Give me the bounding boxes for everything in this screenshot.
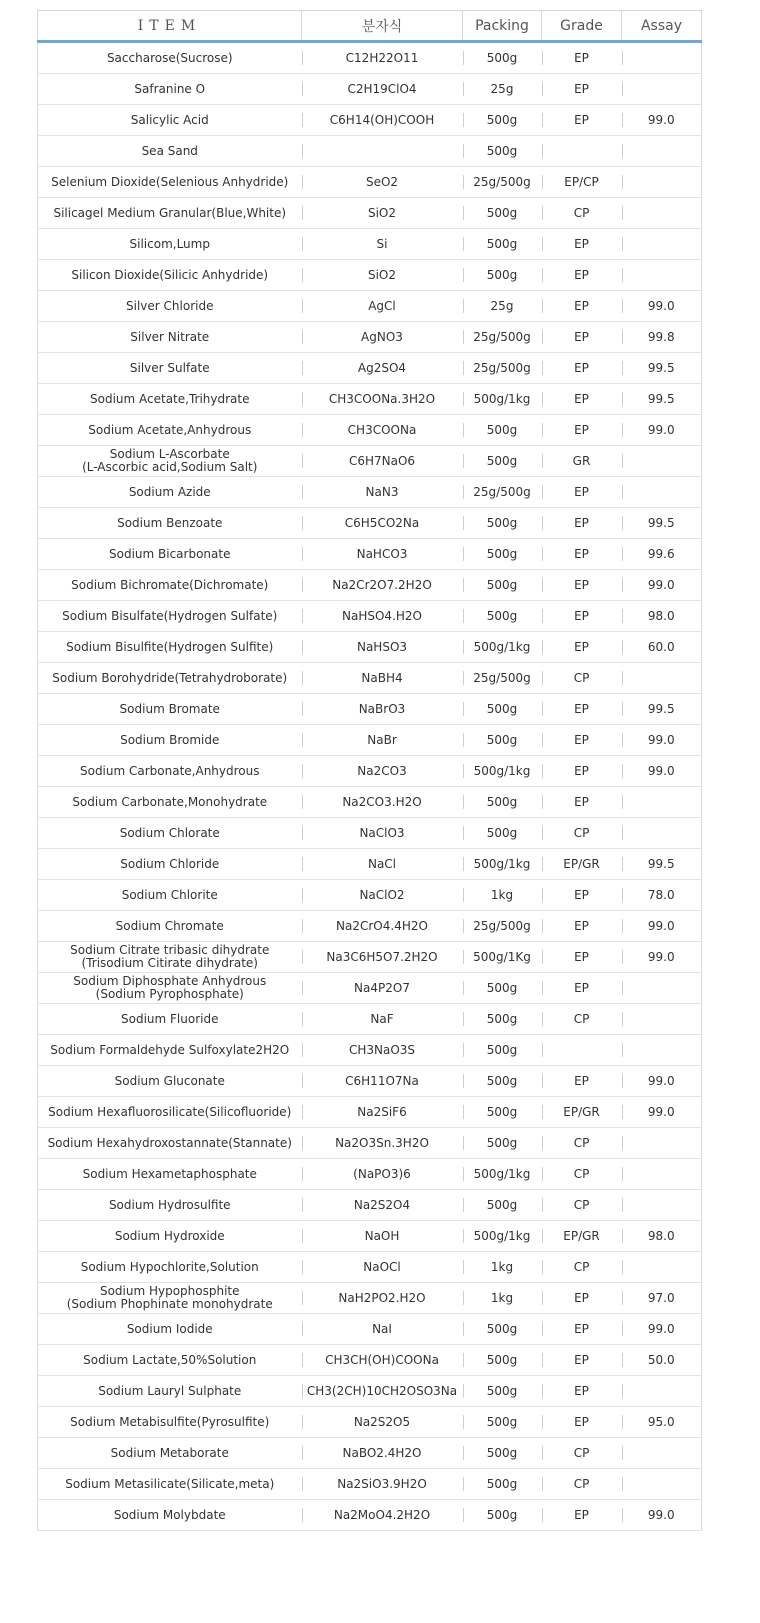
cell-packing: 500g	[463, 1438, 542, 1469]
table-row	[38, 1469, 702, 1500]
cell-grade: EP	[542, 322, 622, 353]
header-assay: Assay	[622, 11, 702, 42]
table-row	[38, 725, 702, 756]
cell-grade	[542, 136, 622, 167]
cell-packing: 25g/500g	[463, 477, 542, 508]
cell-item: Saccharose(Sucrose)	[38, 42, 302, 74]
cell-formula: Na2Cr2O7.2H2O	[302, 570, 463, 601]
cell-item: Sodium Hydrosulfite	[38, 1190, 302, 1221]
cell-formula: AgNO3	[302, 322, 463, 353]
table-row	[38, 198, 702, 229]
table-row	[38, 632, 702, 663]
cell-assay	[622, 136, 702, 167]
table-row	[38, 74, 702, 105]
header-formula: 분자식	[302, 11, 463, 42]
cell-formula: (NaPO3)6	[302, 1159, 463, 1190]
cell-assay	[622, 1004, 702, 1035]
cell-assay: 99.0	[622, 570, 702, 601]
cell-packing: 500g	[463, 260, 542, 291]
cell-formula: Na2CO3	[302, 756, 463, 787]
cell-grade: EP	[542, 632, 622, 663]
cell-formula: C6H7NaO6	[302, 446, 463, 477]
cell-formula	[302, 136, 463, 167]
cell-formula: Na2SiF6	[302, 1097, 463, 1128]
table-row	[38, 1097, 702, 1128]
cell-formula: Na3C6H5O7.2H2O	[302, 942, 463, 973]
cell-grade: EP	[542, 756, 622, 787]
cell-grade: EP	[542, 1500, 622, 1531]
cell-item: Silicagel Medium Granular(Blue,White)	[38, 198, 302, 229]
cell-grade: EP	[542, 725, 622, 756]
table-row	[38, 105, 702, 136]
table-row	[38, 880, 702, 911]
cell-packing: 500g	[463, 229, 542, 260]
cell-packing: 25g/500g	[463, 663, 542, 694]
cell-packing: 500g	[463, 1066, 542, 1097]
cell-assay	[622, 1035, 702, 1066]
cell-packing: 500g/1kg	[463, 1159, 542, 1190]
cell-packing: 500g	[463, 1097, 542, 1128]
cell-packing: 500g	[463, 105, 542, 136]
cell-formula: NaHSO4.H2O	[302, 601, 463, 632]
cell-grade: EP	[542, 1407, 622, 1438]
cell-item: Selenium Dioxide(Selenious Anhydride)	[38, 167, 302, 198]
cell-assay: 99.0	[622, 725, 702, 756]
cell-item: Silver Sulfate	[38, 353, 302, 384]
cell-item: Sodium Hexametaphosphate	[38, 1159, 302, 1190]
table-row	[38, 601, 702, 632]
cell-packing: 500g	[463, 601, 542, 632]
cell-item: Sodium Acetate,Anhydrous	[38, 415, 302, 446]
cell-packing: 500g	[463, 818, 542, 849]
cell-packing: 500g	[463, 136, 542, 167]
cell-item: Silicon Dioxide(Silicic Anhydride)	[38, 260, 302, 291]
cell-grade: EP	[542, 539, 622, 570]
cell-grade: EP	[542, 353, 622, 384]
cell-grade: CP	[542, 1159, 622, 1190]
cell-assay: 78.0	[622, 880, 702, 911]
cell-assay: 99.0	[622, 1097, 702, 1128]
cell-formula: CH3CH(OH)COONa	[302, 1345, 463, 1376]
cell-assay: 99.5	[622, 384, 702, 415]
table-row	[38, 1314, 702, 1345]
table-row	[38, 1345, 702, 1376]
cell-assay: 99.6	[622, 539, 702, 570]
cell-formula: NaClO3	[302, 818, 463, 849]
cell-packing: 500g	[463, 539, 542, 570]
cell-assay	[622, 42, 702, 74]
cell-formula: Na2MoO4.2H2O	[302, 1500, 463, 1531]
cell-assay	[622, 1438, 702, 1469]
cell-assay: 98.0	[622, 1221, 702, 1252]
cell-item: Sodium Metabisulfite(Pyrosulfite)	[38, 1407, 302, 1438]
cell-grade: CP	[542, 1004, 622, 1035]
cell-item: Sodium Metasilicate(Silicate,meta)	[38, 1469, 302, 1500]
cell-packing: 25g/500g	[463, 353, 542, 384]
table-row	[38, 1159, 702, 1190]
cell-item: Sodium Chromate	[38, 911, 302, 942]
cell-formula: NaH2PO2.H2O	[302, 1283, 463, 1314]
cell-formula: Na2O3Sn.3H2O	[302, 1128, 463, 1159]
cell-packing: 500g/1kg	[463, 384, 542, 415]
cell-assay	[622, 229, 702, 260]
cell-assay: 99.0	[622, 942, 702, 973]
cell-assay	[622, 1469, 702, 1500]
table-row	[38, 1438, 702, 1469]
cell-grade: EP	[542, 601, 622, 632]
table-row	[38, 1283, 702, 1314]
cell-grade: EP/GR	[542, 1221, 622, 1252]
cell-grade: EP	[542, 787, 622, 818]
cell-assay: 50.0	[622, 1345, 702, 1376]
cell-grade: CP	[542, 663, 622, 694]
cell-grade: EP/GR	[542, 1097, 622, 1128]
header-row	[38, 11, 702, 42]
cell-assay: 99.0	[622, 911, 702, 942]
cell-grade: EP	[542, 1066, 622, 1097]
cell-grade: EP	[542, 911, 622, 942]
cell-assay: 99.8	[622, 322, 702, 353]
table-row	[38, 353, 702, 384]
cell-formula: Na2S2O5	[302, 1407, 463, 1438]
cell-assay: 97.0	[622, 1283, 702, 1314]
cell-item: Sodium Carbonate,Monohydrate	[38, 787, 302, 818]
cell-formula: C6H11O7Na	[302, 1066, 463, 1097]
cell-grade: EP	[542, 1283, 622, 1314]
cell-packing: 500g/1kg	[463, 756, 542, 787]
cell-grade: EP/GR	[542, 849, 622, 880]
cell-item: Sodium Lactate,50%Solution	[38, 1345, 302, 1376]
cell-packing: 500g/1kg	[463, 632, 542, 663]
cell-grade: CP	[542, 1128, 622, 1159]
cell-assay: 60.0	[622, 632, 702, 663]
cell-formula: CH3COONa.3H2O	[302, 384, 463, 415]
table-body	[38, 42, 702, 1531]
cell-packing: 500g	[463, 787, 542, 818]
table-row	[38, 42, 702, 74]
cell-item: Sodium Acetate,Trihydrate	[38, 384, 302, 415]
table-row	[38, 291, 702, 322]
cell-formula: NaOCl	[302, 1252, 463, 1283]
cell-grade: EP	[542, 973, 622, 1004]
table-row	[38, 1252, 702, 1283]
cell-grade: EP	[542, 570, 622, 601]
cell-grade: EP	[542, 880, 622, 911]
cell-grade: EP	[542, 42, 622, 74]
cell-assay: 99.0	[622, 1314, 702, 1345]
cell-formula: CH3NaO3S	[302, 1035, 463, 1066]
cell-assay	[622, 1159, 702, 1190]
cell-formula: NaOH	[302, 1221, 463, 1252]
header-item: ITEM	[38, 11, 302, 42]
table-row	[38, 322, 702, 353]
cell-formula: Na2CO3.H2O	[302, 787, 463, 818]
cell-item: Silver Chloride	[38, 291, 302, 322]
cell-packing: 500g/1Kg	[463, 942, 542, 973]
cell-assay: 99.5	[622, 694, 702, 725]
cell-packing: 1kg	[463, 880, 542, 911]
table-row	[38, 1004, 702, 1035]
header-grade: Grade	[542, 11, 622, 42]
cell-packing: 500g	[463, 446, 542, 477]
cell-assay: 99.0	[622, 1066, 702, 1097]
cell-packing: 500g	[463, 973, 542, 1004]
cell-formula: CH3(2CH)10CH2OSO3Na	[302, 1376, 463, 1407]
cell-item: Sodium Hydroxide	[38, 1221, 302, 1252]
table-row	[38, 477, 702, 508]
cell-grade: CP	[542, 818, 622, 849]
cell-item: Sodium L-Ascorbate (L-Ascorbic acid,Sodium Salt)	[38, 446, 302, 477]
cell-assay	[622, 167, 702, 198]
cell-grade: CP	[542, 198, 622, 229]
cell-grade: EP	[542, 105, 622, 136]
cell-assay	[622, 818, 702, 849]
table-row	[38, 167, 702, 198]
cell-packing: 25g/500g	[463, 322, 542, 353]
table-row	[38, 508, 702, 539]
cell-formula: C2H19ClO4	[302, 74, 463, 105]
cell-assay	[622, 477, 702, 508]
cell-item: Sodium Hexafluorosilicate(Silicofluoride)	[38, 1097, 302, 1128]
cell-packing: 500g	[463, 1345, 542, 1376]
cell-formula: C6H14(OH)COOH	[302, 105, 463, 136]
cell-assay	[622, 663, 702, 694]
table-row	[38, 756, 702, 787]
table-row	[38, 849, 702, 880]
cell-packing: 500g/1kg	[463, 849, 542, 880]
cell-formula: AgCl	[302, 291, 463, 322]
cell-packing: 25g	[463, 74, 542, 105]
cell-grade: CP	[542, 1469, 622, 1500]
cell-item: Sodium Metaborate	[38, 1438, 302, 1469]
cell-packing: 500g	[463, 198, 542, 229]
cell-formula: NaBr	[302, 725, 463, 756]
cell-grade: EP	[542, 1376, 622, 1407]
table-row	[38, 1128, 702, 1159]
cell-item: Sodium Bisulfate(Hydrogen Sulfate)	[38, 601, 302, 632]
cell-grade: CP	[542, 1252, 622, 1283]
table-row	[38, 136, 702, 167]
table-row	[38, 1376, 702, 1407]
cell-formula: NaHCO3	[302, 539, 463, 570]
cell-packing: 500g	[463, 508, 542, 539]
cell-formula: NaF	[302, 1004, 463, 1035]
cell-grade: EP	[542, 291, 622, 322]
cell-assay	[622, 260, 702, 291]
cell-packing: 500g	[463, 1500, 542, 1531]
table-row	[38, 787, 702, 818]
cell-formula: NaI	[302, 1314, 463, 1345]
cell-packing: 25g	[463, 291, 542, 322]
cell-formula: NaBH4	[302, 663, 463, 694]
cell-grade: EP	[542, 942, 622, 973]
cell-assay	[622, 1252, 702, 1283]
cell-item: Sodium Hypophosphite (Sodium Phophinate monohydrate	[38, 1283, 302, 1314]
cell-item: Silicom,Lump	[38, 229, 302, 260]
cell-packing: 500g	[463, 1004, 542, 1035]
cell-assay	[622, 1190, 702, 1221]
cell-assay	[622, 1376, 702, 1407]
cell-packing: 500g	[463, 725, 542, 756]
cell-item: Silver Nitrate	[38, 322, 302, 353]
cell-item: Sodium Hypochlorite,Solution	[38, 1252, 302, 1283]
cell-item: Sodium Azide	[38, 477, 302, 508]
cell-formula: Na2SiO3.9H2O	[302, 1469, 463, 1500]
table-row	[38, 1407, 702, 1438]
cell-assay: 98.0	[622, 601, 702, 632]
cell-packing: 500g/1kg	[463, 1221, 542, 1252]
cell-formula: SeO2	[302, 167, 463, 198]
cell-item: Sodium Iodide	[38, 1314, 302, 1345]
table-header	[38, 11, 702, 42]
cell-formula: Na2CrO4.4H2O	[302, 911, 463, 942]
cell-item: Sodium Bisulfite(Hydrogen Sulfite)	[38, 632, 302, 663]
cell-grade: EP	[542, 229, 622, 260]
cell-formula: Na2S2O4	[302, 1190, 463, 1221]
cell-assay: 99.5	[622, 508, 702, 539]
table-row	[38, 694, 702, 725]
cell-item: Salicylic Acid	[38, 105, 302, 136]
cell-assay	[622, 198, 702, 229]
cell-packing: 500g	[463, 1407, 542, 1438]
cell-packing: 500g	[463, 1314, 542, 1345]
cell-grade: EP	[542, 1314, 622, 1345]
table-row	[38, 973, 702, 1004]
cell-packing: 500g	[463, 570, 542, 601]
cell-assay: 99.0	[622, 756, 702, 787]
table-row	[38, 663, 702, 694]
cell-formula: Na4P2O7	[302, 973, 463, 1004]
cell-grade: EP	[542, 74, 622, 105]
cell-formula: NaHSO3	[302, 632, 463, 663]
cell-assay	[622, 1128, 702, 1159]
cell-grade: EP	[542, 415, 622, 446]
cell-formula: SiO2	[302, 260, 463, 291]
cell-assay	[622, 74, 702, 105]
cell-item: Sodium Gluconate	[38, 1066, 302, 1097]
cell-grade: GR	[542, 446, 622, 477]
table-row	[38, 229, 702, 260]
cell-grade: EP	[542, 477, 622, 508]
table-row	[38, 942, 702, 973]
cell-assay: 99.5	[622, 353, 702, 384]
cell-grade	[542, 1035, 622, 1066]
cell-item: Sodium Bromate	[38, 694, 302, 725]
cell-item: Sodium Citrate tribasic dihydrate (Trisodium Citirate dihydrate)	[38, 942, 302, 973]
cell-formula: NaBO2.4H2O	[302, 1438, 463, 1469]
cell-formula: NaCl	[302, 849, 463, 880]
cell-item: Sea Sand	[38, 136, 302, 167]
cell-grade: EP	[542, 1345, 622, 1376]
cell-grade: EP	[542, 260, 622, 291]
table-row	[38, 415, 702, 446]
cell-assay: 95.0	[622, 1407, 702, 1438]
table-row	[38, 260, 702, 291]
cell-grade: CP	[542, 1190, 622, 1221]
header-packing: Packing	[463, 11, 542, 42]
cell-assay	[622, 446, 702, 477]
cell-assay: 99.0	[622, 1500, 702, 1531]
cell-item: Sodium Formaldehyde Sulfoxylate2H2O	[38, 1035, 302, 1066]
table-row	[38, 446, 702, 477]
table-row	[38, 1066, 702, 1097]
cell-assay: 99.5	[622, 849, 702, 880]
cell-assay	[622, 973, 702, 1004]
product-table-container	[37, 10, 701, 1531]
cell-assay	[622, 787, 702, 818]
cell-grade: EP	[542, 508, 622, 539]
cell-formula: NaClO2	[302, 880, 463, 911]
table-row	[38, 911, 702, 942]
cell-item: Sodium Bromide	[38, 725, 302, 756]
cell-formula: Ag2SO4	[302, 353, 463, 384]
product-table	[37, 10, 702, 1531]
cell-assay: 99.0	[622, 105, 702, 136]
cell-grade: EP/CP	[542, 167, 622, 198]
cell-packing: 500g	[463, 1469, 542, 1500]
cell-item: Sodium Bicarbonate	[38, 539, 302, 570]
table-row	[38, 1190, 702, 1221]
cell-formula: SiO2	[302, 198, 463, 229]
cell-item: Safranine O	[38, 74, 302, 105]
cell-item: Sodium Benzoate	[38, 508, 302, 539]
cell-grade: EP	[542, 694, 622, 725]
cell-item: Sodium Borohydride(Tetrahydroborate)	[38, 663, 302, 694]
cell-packing: 500g	[463, 415, 542, 446]
cell-packing: 500g	[463, 1035, 542, 1066]
cell-packing: 25g/500g	[463, 911, 542, 942]
cell-packing: 500g	[463, 42, 542, 74]
table-row	[38, 1221, 702, 1252]
table-row	[38, 539, 702, 570]
table-row	[38, 1035, 702, 1066]
cell-packing: 500g	[463, 1376, 542, 1407]
cell-packing: 500g	[463, 694, 542, 725]
cell-packing: 500g	[463, 1128, 542, 1159]
cell-packing: 25g/500g	[463, 167, 542, 198]
table-row	[38, 818, 702, 849]
cell-assay: 99.0	[622, 291, 702, 322]
cell-formula: C6H5CO2Na	[302, 508, 463, 539]
table-row	[38, 570, 702, 601]
cell-item: Sodium Chlorate	[38, 818, 302, 849]
cell-grade: EP	[542, 384, 622, 415]
cell-item: Sodium Bichromate(Dichromate)	[38, 570, 302, 601]
cell-item: Sodium Fluoride	[38, 1004, 302, 1035]
cell-item: Sodium Chlorite	[38, 880, 302, 911]
cell-item: Sodium Diphosphate Anhydrous (Sodium Pyrophosphate)	[38, 973, 302, 1004]
cell-formula: CH3COONa	[302, 415, 463, 446]
cell-item: Sodium Hexahydroxostannate(Stannate)	[38, 1128, 302, 1159]
cell-formula: NaN3	[302, 477, 463, 508]
table-row	[38, 1500, 702, 1531]
cell-formula: C12H22O11	[302, 42, 463, 74]
cell-item: Sodium Molybdate	[38, 1500, 302, 1531]
cell-packing: 500g	[463, 1190, 542, 1221]
table-row	[38, 384, 702, 415]
cell-formula: NaBrO3	[302, 694, 463, 725]
cell-packing: 1kg	[463, 1252, 542, 1283]
cell-item: Sodium Carbonate,Anhydrous	[38, 756, 302, 787]
cell-item: Sodium Lauryl Sulphate	[38, 1376, 302, 1407]
cell-assay: 99.0	[622, 415, 702, 446]
cell-item: Sodium Chloride	[38, 849, 302, 880]
cell-grade: CP	[542, 1438, 622, 1469]
cell-formula: Si	[302, 229, 463, 260]
cell-packing: 1kg	[463, 1283, 542, 1314]
